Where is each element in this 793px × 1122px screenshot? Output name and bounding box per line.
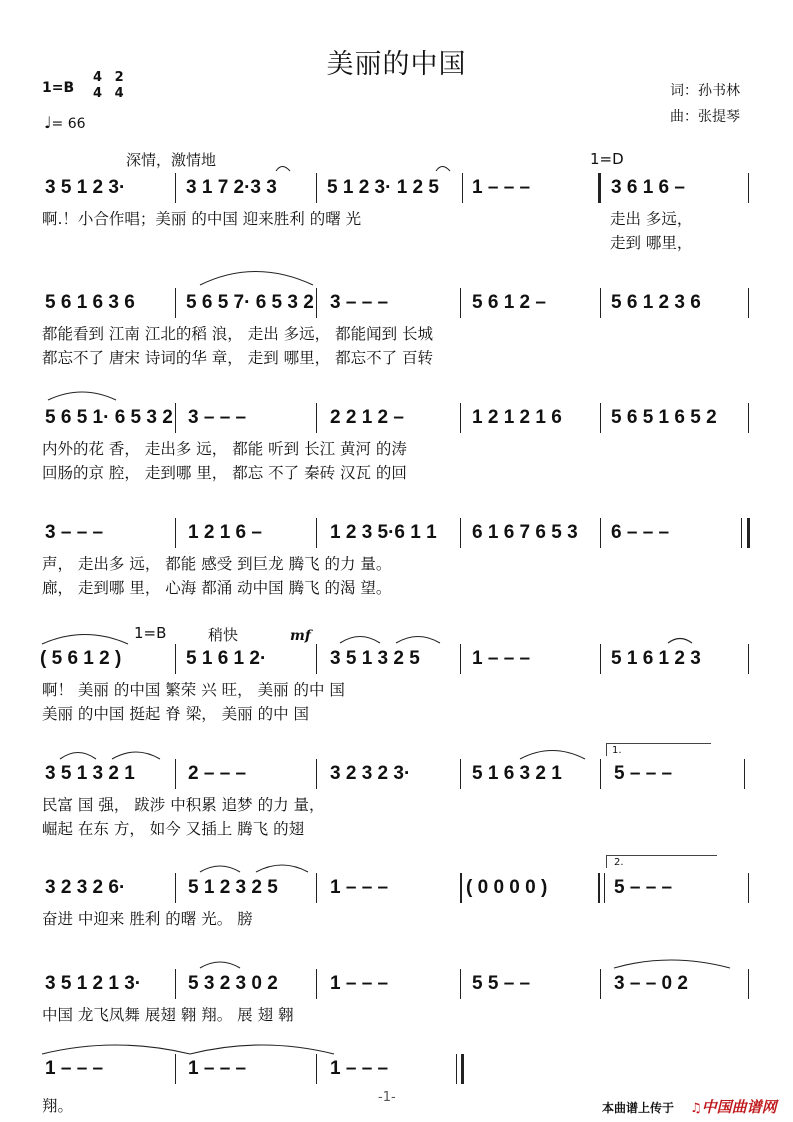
slur-arc	[200, 962, 240, 968]
page-number: -1-	[378, 1090, 396, 1105]
measure: 5 – – –	[614, 763, 673, 784]
measure: 1 – – –	[188, 1058, 247, 1079]
measure: 5 – – –	[614, 877, 673, 898]
measure: 3 – – –	[330, 292, 389, 313]
measure: 3 5 1 2 1 3·	[45, 973, 142, 994]
meter-top: 4 2	[93, 70, 128, 85]
measure: 5 1 6 1 2·	[186, 648, 267, 669]
lyric-line: 都忘不了 唐宋 诗词的华 章， 走到 哪里， 都忘不了 百转	[42, 349, 433, 367]
slur-arc	[520, 751, 585, 760]
lyric-line: 翔。	[42, 1097, 74, 1115]
lyric-line: 崛起 在东 方， 如今 又插上 腾飞 的翅	[42, 820, 305, 838]
ending-number: 2.	[614, 857, 624, 868]
ending-number: 1.	[612, 745, 622, 756]
measure: 3 5 1 3 2 1	[45, 763, 135, 784]
measure: 6 – – –	[611, 522, 670, 543]
meter-bottom: 4 4	[93, 86, 128, 101]
quarter-note-icon: ♩	[44, 113, 52, 132]
measure: 3 5 1 3 2 5	[330, 648, 420, 669]
measure: 6 1 6 7 6 5 3	[472, 522, 578, 543]
measure: 1 – – –	[472, 177, 531, 198]
lyric-line: 廊， 走到哪 里， 心海 都涌 动中国 腾飞 的渴 望。	[42, 579, 392, 597]
measure: 5 1 6 3 2 1	[472, 763, 562, 784]
upload-notice: 本曲谱上传于	[602, 1101, 675, 1115]
key-change: 1=B	[134, 624, 167, 642]
slur-arc	[200, 272, 313, 286]
measure: 3 2 3 2 6·	[45, 877, 126, 898]
song-title: 美丽的中国	[326, 49, 467, 80]
measure: 1 2 3 5·6 1 1	[330, 522, 437, 543]
lyricist-credit: 词：孙书林	[670, 83, 740, 99]
measure: 3 – – 0 2	[614, 973, 688, 994]
lyric-line: 都能看到 江南 江北的稻 浪， 走出 多远， 都能闻到 长城	[42, 325, 433, 343]
lyric-line: 走到 哪里，	[610, 234, 693, 252]
tempo-text: 稍快	[208, 626, 239, 644]
measure: 3 – – –	[45, 522, 104, 543]
site-logo: ♫中国曲谱网	[690, 1098, 777, 1116]
lyric-line: 声， 走出多 远， 都能 感受 到巨龙 腾飞 的力 量。	[42, 555, 392, 573]
key-change: 1=D	[590, 150, 624, 168]
measure: 3 1 7 2·3 3	[186, 177, 277, 198]
slur-arc	[668, 639, 692, 644]
lyric-line: 中国 龙飞凤舞 展翅 翱 翔。 展 翅 翱	[42, 1006, 294, 1024]
measure: 1 – – –	[45, 1058, 104, 1079]
measure: 1 – – –	[330, 973, 389, 994]
tie-arc	[190, 1045, 334, 1054]
measure: 5 1 2 3· 1 2 5	[327, 177, 439, 198]
tempo-mark: ♩= 66	[44, 113, 86, 132]
slur-arc	[614, 960, 730, 968]
measure: 5 3 2 3 0 2	[188, 973, 278, 994]
logo-icon: ♫	[690, 1101, 702, 1116]
slur-arc	[396, 637, 440, 644]
measure: 5 6 5 1 6 5 2	[611, 407, 717, 428]
lyric-line: 啊！ 美丽 的中国 繁荣 兴 旺， 美丽 的中 国	[42, 681, 345, 699]
tie-arc	[42, 1045, 190, 1054]
measure: 2 – – –	[188, 763, 247, 784]
slur-arc	[256, 865, 308, 872]
measure: 5 5 – –	[472, 973, 531, 994]
lyric-line: 美丽 的中国 挺起 脊 梁， 美丽 的中 国	[42, 705, 309, 723]
key-signature: 1=B	[42, 80, 75, 96]
lyric-line: 回肠的京 腔， 走到哪 里， 都忘 不了 秦砖 汉瓦 的回	[42, 464, 407, 482]
composer-credit: 曲：张提琴	[670, 109, 740, 125]
measure: 3 – – –	[188, 407, 247, 428]
measure: 5 1 2 3 2 5	[188, 877, 278, 898]
measure: 3 5 1 2 3·	[45, 177, 126, 198]
slur-arc	[48, 392, 116, 400]
measure: 1 2 1 2 1 6	[472, 407, 562, 428]
measure: 5 6 5 1· 6 5 3 2	[45, 407, 173, 428]
measure: ( 5 6 1 2 )	[40, 648, 122, 669]
slur-arc	[42, 635, 128, 645]
slur-arc	[60, 753, 96, 760]
slur-arc	[340, 637, 380, 644]
measure: 1 2 1 6 –	[188, 522, 262, 543]
lyric-line: 民富 国 强， 跋涉 中积累 追梦 的力 量，	[42, 796, 325, 814]
measure: ( 0 0 0 0 )	[466, 877, 548, 898]
tie-arc	[276, 167, 290, 172]
measure: 5 6 1 2 –	[472, 292, 546, 313]
lyric-line: 走出 多远，	[610, 210, 693, 228]
slur-arc	[112, 752, 160, 759]
measure: 5 6 1 2 3 6	[611, 292, 701, 313]
measure: 1 – – –	[330, 1058, 389, 1079]
lyric-line: 内外的花 香， 走出多 远， 都能 听到 长江 黄河 的涛	[42, 440, 407, 458]
dynamic-mark: mf	[290, 628, 311, 644]
measure: 2 2 1 2 –	[330, 407, 404, 428]
measure: 1 – – –	[472, 648, 531, 669]
measure: 1 – – –	[330, 877, 389, 898]
expression-mark: 深情，激情地	[126, 151, 217, 169]
measure: 5 1 6 1 2 3	[611, 648, 701, 669]
lyric-line: 奋进 中迎来 胜利 的曙 光。 膀	[42, 910, 253, 928]
lyric-line: 啊.！小合作唱；美丽 的中国 迎来胜利 的曙 光	[42, 210, 362, 228]
slur-arc	[200, 866, 240, 872]
measure: 5 6 1 6 3 6	[45, 292, 135, 313]
tie-arc	[436, 167, 450, 172]
measure: 5 6 5 7· 6 5 3 2	[186, 292, 314, 313]
measure: 3 2 3 2 3·	[330, 763, 411, 784]
measure: 3 6 1 6 –	[611, 177, 685, 198]
